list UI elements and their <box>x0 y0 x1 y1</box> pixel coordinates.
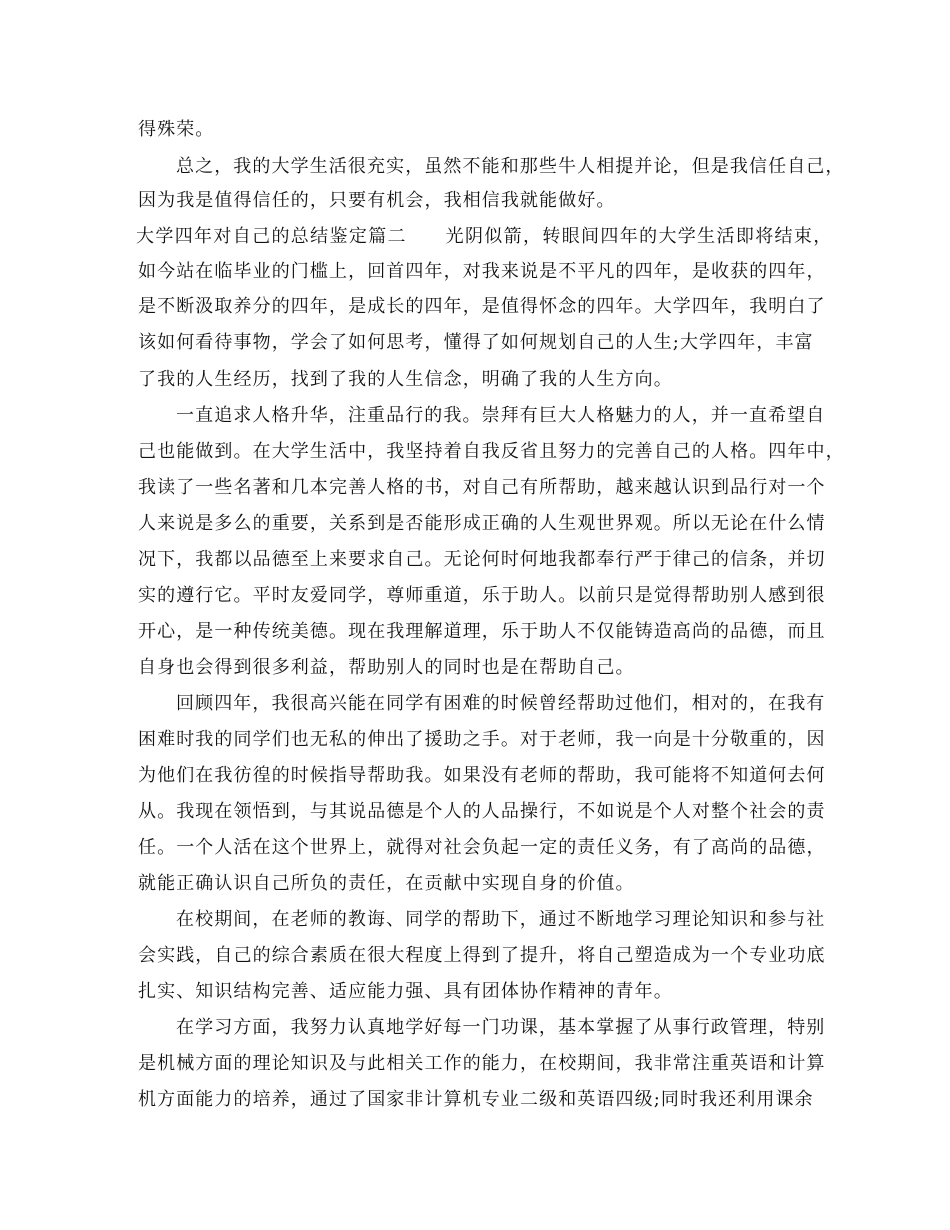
text-line: 实的遵行它。平时友爱同学，尊师重道，乐于助人。以前只是觉得帮助别人感到很 <box>138 585 826 606</box>
text-line: 扎实、知识结构完善、适应能力强、具有团体协作精神的青年。 <box>138 981 673 1002</box>
text-line: 会实践，自己的综合素质在很大程度上得到了提升，将自己塑造成为一个专业功底 <box>138 945 826 966</box>
text-line: 从。我现在领悟到，与其说品德是个人的人品操行，不如说是个人对整个社会的责 <box>138 801 826 822</box>
text-line: 人来说是多么的重要，关系到是否能形成正确的人生观世界观。所以无论在什么情 <box>138 513 826 534</box>
paragraph-first-line: 在学习方面，我努力认真地学好每一门功课，基本掌握了从事行政管理，特别 <box>176 1017 826 1038</box>
text-line: 困难时我的同学们也无私的伸出了援助之手。对于老师，我一向是十分敬重的，因 <box>138 729 826 750</box>
text-line: 己也能做到。在大学生活中，我坚持着自我反省且努力的完善自己的人格。四年中， <box>138 441 845 462</box>
text-line: 任。一个人活在这个世界上，就得对社会负起一定的责任义务，有了高尚的品德， <box>138 837 826 858</box>
text-line: 况下，我都以品德至上来要求自己。无论何时何地我都奉行严于律己的信条，并切 <box>138 549 826 570</box>
text-line: 该如何看待事物，学会了如何思考，懂得了如何规划自己的人生;大学四年，丰富 <box>138 332 814 353</box>
text-line: 机方面能力的培养，通过了国家非计算机专业二级和英语四级;同时我还利用课余 <box>138 1089 814 1110</box>
text-line: 我读了一些名著和几本完善人格的书，对自己有所帮助，越来越认识到品行对一个 <box>138 477 826 498</box>
paragraph-first-line: 总之，我的大学生活很充实，虽然不能和那些牛人相提并论，但是我信任自己， <box>176 156 845 177</box>
text-line: 了我的人生经历，找到了我的人生信念，明确了我的人生方向。 <box>138 369 673 390</box>
text-line: 得殊荣。 <box>138 119 215 140</box>
paragraph-first-line: 回顾四年，我很高兴能在同学有困难的时候曾经帮助过他们，相对的，在我有 <box>176 693 826 714</box>
text-line: 为他们在我彷徨的时候指导帮助我。如果没有老师的帮助，我可能将不知道何去何 <box>138 765 826 786</box>
text-line: 因为我是值得信任的，只要有机会，我相信我就能做好。 <box>138 190 616 211</box>
text-line: 是不断汲取养分的四年，是成长的四年，是值得怀念的四年。大学四年，我明白了 <box>138 296 826 317</box>
text-line: 就能正确认识自己所负的责任，在贡献中实现自身的价值。 <box>138 873 635 894</box>
paragraph-first-line: 一直追求人格升华，注重品行的我。崇拜有巨大人格魅力的人，并一直希望自 <box>176 405 826 426</box>
text-line: 如今站在临毕业的门槛上，回首四年，对我来说是不平凡的四年，是收获的四年， <box>138 261 826 282</box>
text-line: 是机械方面的理论知识及与此相关工作的能力，在校期间，我非常注重英语和计算 <box>138 1053 826 1074</box>
section-heading-line: 大学四年对自己的总结鉴定篇二 光阴似箭，转眼间四年的大学生活即将结束， <box>136 226 833 247</box>
text-line: 自身也会得到很多利益，帮助别人的同时也是在帮助自己。 <box>138 657 635 678</box>
text-line: 开心，是一种传统美德。现在我理解道理，乐于助人不仅能铸造高尚的品德，而且 <box>138 621 826 642</box>
paragraph-first-line: 在校期间，在老师的教诲、同学的帮助下，通过不断地学习理论知识和参与社 <box>176 909 826 930</box>
